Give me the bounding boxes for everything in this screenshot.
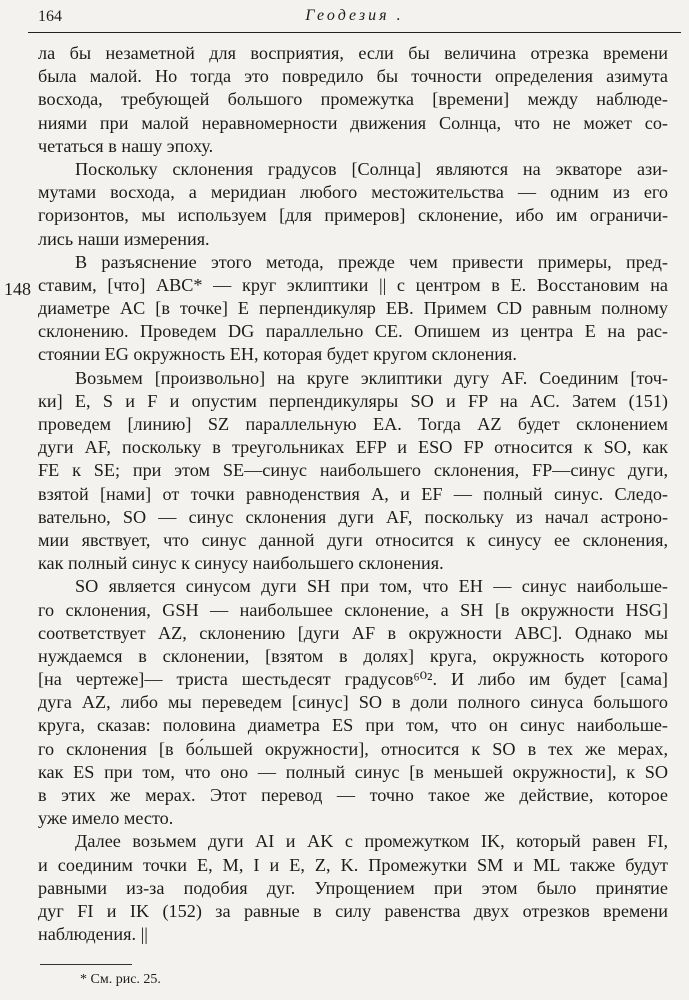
text-line: стоянии EG окружность EH, которая будет кругом склонения. [38,344,517,365]
text-line: в этих же мерах. Этот перевод — точно такое же действие, которое [38,785,668,805]
text-line: дуг FI и IK (152) за равные в силу равенства двух отрезков времени [38,900,668,921]
text-line: восхода, требующей большого промежутка [времени] между наблюде- [38,89,668,110]
text-line: круга, сказав: половина диаметра ES при том, что он синус наибольше- [38,715,668,736]
text-line: [на чертеже]— триста шестьдесят градусов⁶⁰². И либо им будет [сама] [38,669,668,690]
text-line: FE к SE; при этом SE—синус наибольшего склонения, FP—синус дуги, [38,460,669,481]
footnote-divider [40,964,132,965]
text-line: равными из-за подобия дуг. Упрощением при этом было принятие [38,877,668,898]
text-line: В разъяснение этого метода, прежде чем привести примеры, пред- [75,251,668,272]
text-line: Поскольку склонения градусов [Солнца] являются на экваторе ази- [75,158,668,179]
text-line: Возьмем [произвольно] на круге эклиптики дугу AF. Соединим [точ- [75,367,668,388]
text-line: ниями при малой неравномерности движения Солнца, что не может со- [38,112,668,133]
text-line: ла бы незаметной для восприятия, если бы величина отрезка времени [38,43,668,63]
text-line: го склонения, GSH — наибольшее склонение, а SH [в окружности HSG] [38,599,668,620]
text-line: дуга AZ, либо мы переведем [синус] SO в доли полного синуса большого [38,692,668,713]
text-line: горизонтов, мы используем [для примеров] склонение, ибо им ограничи- [38,205,668,226]
main-text [38,42,668,946]
text-line: диаметре AC [в точке] E перпендикуляр EB. Примем CD равным полному [38,298,668,319]
text-line: четаться в нашу эпоху. [38,135,214,156]
text-line: соответствует AZ, склонению [дуги AF в окружности ABC]. Однако мы [38,622,668,643]
text-line: и соединим точки E, M, I и E, Z, K. Промежутки SM и ML также будут [38,854,668,875]
text-line: наблюдения. || [38,924,148,945]
text-line: уже имело место. [38,808,174,829]
page-number: 164 [38,8,62,25]
footnote: * См. рис. 25. [80,972,161,987]
text-line: склонению. Проведем DG параллельно CE. Опишем из центра E на рас- [38,321,668,342]
text-line: лись наши измерения. [38,228,210,249]
text-line: дуги AF, поскольку в треугольниках EFP и ESO FP относится к SO, как [38,437,668,458]
text-line: SO является синусом дуги SH при том, что EH — синус наибольше- [75,576,668,597]
running-title: Геодезия . [305,7,404,24]
text-line: го склонения [в бо́льшей окружности], относится к SO в тех же мерах, [38,738,668,759]
page-header [28,6,681,33]
text-line: проведем [линию] SZ параллельную EA. Тогда AZ будет склонением [38,414,668,434]
text-line: мутами восхода, а меридиан любого местожительства — одним из его [38,182,668,203]
text-line: мии явствует, что синус данной дуги относится к синусу ее склонения, [38,529,668,550]
margin-page-number: 148 [4,279,31,299]
text-line: вательно, SO — синус склонения дуги AF, поскольку из начал астроно- [38,506,668,527]
text-line: как ES при том, что оно — полный синус [в меньшей окружности], к SO [38,761,668,782]
text-line: нуждаемся в склонении, [взятом в долях] круга, окружность которого [38,645,668,666]
text-line: как полный синус к синусу наибольшего склонения. [38,553,444,574]
text-line: была малой. Но тогда это повредило бы точности определения азимута [38,66,668,87]
text-line: ки] E, S и F и опустим перпендикуляры SO и FP на AC. Затем (151) [38,390,668,411]
text-line: ставим, [что] ABC* — круг эклиптики || с центром в E. Восстановим на [38,274,668,295]
text-line: взятой [нами] от точки равноденствия A, и EF — полный синус. Следо- [38,483,668,504]
text-line: Далее возьмем дуги AI и AK с промежутком IK, который равен FI, [75,831,668,852]
